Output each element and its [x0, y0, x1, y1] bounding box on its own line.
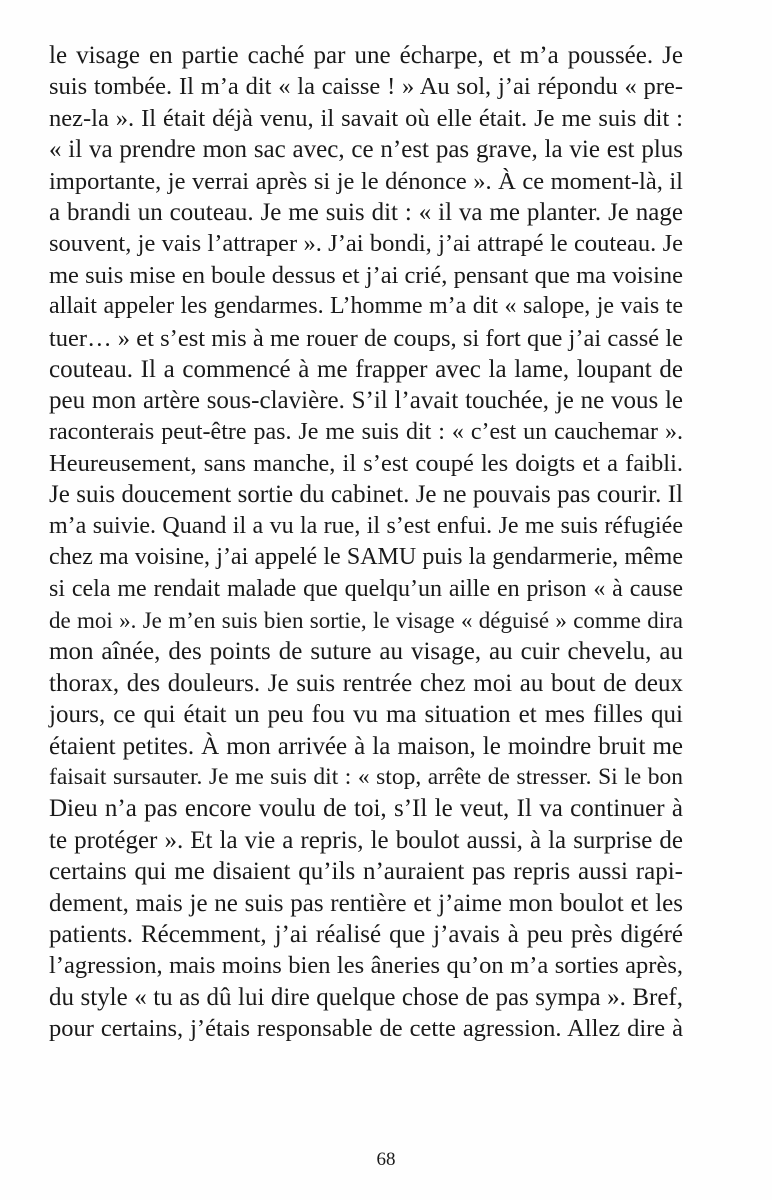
text-line: chez ma voisine, j’ai appelé le SAMU puis la gendarmerie, même [49, 544, 683, 571]
text-line: de moi ». Je m’en suis bien sortie, le visage « déguisé » comme dira [49, 608, 683, 634]
text-line: allait appeler les gendarmes. L’homme m’a dit « salope, je vais te [49, 293, 683, 320]
text-line: jours, ce qui était un peu fou vu ma situation et mes filles qui [49, 701, 683, 729]
text-line: a brandi un couteau. Je me suis dit : « il va me planter. Je nage [49, 198, 683, 226]
text-line: peu mon artère sous-clavière. S’il l’avait touchée, je ne vous le [49, 387, 683, 415]
text-line: pour certains, j’étais responsable de cette agression. Allez dire à [49, 1015, 683, 1043]
text-line: le visage en partie caché par une écharpe, et m’a poussée. Je [49, 42, 683, 69]
text-line: Je suis doucement sortie du cabinet. Je ne pouvais pas courir. Il [49, 481, 683, 509]
text-line: Dieu n’a pas encore voulu de toi, s’Il le veut, Il va continuer à [49, 795, 683, 823]
text-line: si cela me rendait malade que quelqu’un aille en prison « à cause [49, 575, 683, 602]
page-number: 68 [376, 1149, 396, 1170]
text-line: étaient petites. À mon arrivée à la maison, le moindre bruit me [49, 732, 683, 760]
text-line: du style « tu as dû lui dire quelque chose de pas sympa ». Bref, [49, 983, 683, 1011]
text-line: patients. Récemment, j’ai réalisé que j’avais à peu près digéré [49, 920, 683, 948]
text-line: m’a suivie. Quand il a vu la rue, il s’est enfui. Je me suis réfugiée [49, 512, 683, 539]
body-text [49, 40, 683, 1045]
text-line: certains qui me disaient qu’ils n’auraient pas repris aussi rapi- [49, 858, 683, 886]
text-line: importante, je verrai après si je le dénonce ». À ce moment-là, il [49, 167, 683, 195]
text-line: te protéger ». Et la vie a repris, le boulot aussi, à la surprise de [49, 826, 683, 854]
text-line: faisait sursauter. Je me suis dit : « stop, arrête de stresser. Si le bon [49, 763, 683, 790]
text-line: « il va prendre mon sac avec, ce n’est pas grave, la vie est plus [49, 136, 683, 164]
text-line: Heureusement, sans manche, il s’est coupé les doigts et a faibli. [49, 450, 683, 478]
text-line: thorax, des douleurs. Je suis rentrée chez moi au bout de deux [49, 669, 683, 697]
text-line: souvent, je vais l’attraper ». J’ai bondi, j’ai attrapé le couteau. Je [49, 230, 683, 258]
text-line: tuer… » et s’est mis à me rouer de coups, si fort que j’ai cassé le [49, 324, 683, 352]
text-line: dement, mais je ne suis pas rentière et j’aime mon boulot et les [49, 889, 683, 917]
text-line: nez-la ». Il était déjà venu, il savait où elle était. Je me suis dit : [49, 104, 683, 132]
text-line: raconterais peut-être pas. Je me suis dit : « c’est un cauchemar ». [49, 418, 683, 445]
text-line: mon aînée, des points de suture au visage, au cuir chevelu, au [49, 638, 683, 666]
text-line: l’agression, mais moins bien les âneries qu’on m’a sorties après, [49, 952, 683, 980]
text-line: couteau. Il a commencé à me frapper avec la lame, loupant de [49, 355, 683, 383]
text-line: me suis mise en boule dessus et j’ai crié, pensant que ma voisine [49, 261, 683, 289]
text-line: suis tombée. Il m’a dit « la caisse ! » Au sol, j’ai répondu « pre- [49, 73, 683, 101]
